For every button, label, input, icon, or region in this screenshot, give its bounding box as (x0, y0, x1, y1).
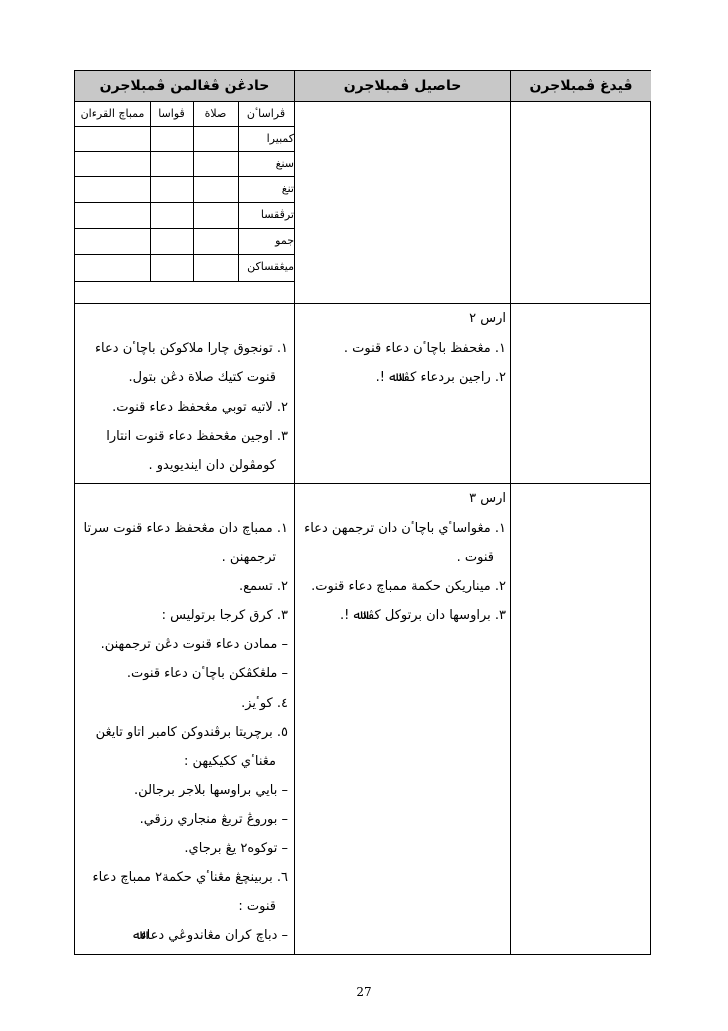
level3-activity-3: ٢. تسمع. (238, 579, 288, 594)
grid-hline-4 (75, 228, 294, 229)
level3-activity-2: ترجمهنن . (221, 550, 276, 565)
level3-outcome-2: قنوت . (456, 550, 494, 565)
level2-outcome-1: ١. مڠحفظ باچاٴن دعاء قنوت . (343, 341, 506, 356)
level3-activity-14: قنوت : (238, 899, 276, 914)
checklist-col-prayer: صلاة (204, 107, 227, 120)
checklist-row-calm: سنغ (275, 157, 294, 170)
checklist-row-happy: كمبيرا (266, 132, 294, 145)
checklist-row-annoying: ميڠقساكن (247, 260, 294, 273)
level3-activity-13: ٦. بربينچڠ مڠناٴي حكمة٢ ممباچ دعاء (92, 870, 288, 885)
checklist-col-feelings: ڤراساٴن (246, 107, 286, 120)
level2-activity-2: قنوت كتيك صلاة دڠن بتول. (128, 370, 276, 385)
page-number: 27 (356, 985, 372, 999)
level3-activity-6: – ملڠكڤكن باچاٴن دعاء قنوت. (126, 666, 288, 681)
level2-label: ارس ٢ (469, 311, 506, 326)
grid-hline-5 (75, 254, 294, 255)
level2-activity-4: ٣. اوجين مڠحفظ دعاء قنوت انتارا (106, 429, 288, 444)
grid-hline-1 (75, 151, 294, 152)
level3-outcome-1: ١. مڠواساٴي باچاٴن دان ترجمهن دعاء (304, 521, 506, 536)
checklist-col-fasting: ڤواسا (158, 107, 185, 120)
header-col-left: حادڠن ڤڠالمن ڤمبلاجرن (75, 71, 294, 101)
level2-activity-3: ٢. لاتيه توبي مڠحفظ دعاء قنوت. (112, 400, 288, 415)
level2-activity-1: ١. تونجوق چارا ملاكوكن باچاٴن دعاء (94, 341, 288, 356)
level2-outcome-2: ٢. راجين بردعاء كڤدﷲ !. (375, 370, 506, 385)
level3-activity-9: مڠناٴي ككيكيهن : (183, 754, 276, 769)
col-divider-right (510, 71, 511, 954)
checklist-row-bored: جمو (275, 234, 294, 247)
grid-hline-2 (75, 176, 294, 177)
row-divider-2 (75, 483, 650, 484)
level3-activity-4: ٣. كرق كرجا برتوليس : (161, 608, 288, 623)
level3-activity-11: – بوروڠ تربڠ منجاري رزقي. (139, 812, 288, 827)
level3-activity-15: – دباچ كران مڠاندوڠي دعاءﷲ (132, 928, 288, 943)
grid-hline-0 (75, 126, 294, 127)
level3-activity-12: – توكوه٢ يڠ برجاي. (184, 841, 288, 856)
level2-activity-5: كومڤولن دان اينديويدو . (148, 458, 276, 473)
grid-hline-6 (75, 281, 294, 282)
header-border (75, 101, 650, 102)
level3-outcome-3: ٢. ميناريكن حكمة ممباچ دعاء قنوت. (311, 579, 506, 594)
col-divider-left (294, 71, 295, 954)
level3-outcome-4: ٣. براوسها دان برتوكل كڤدﷲ !. (340, 608, 506, 623)
row-divider-1 (75, 303, 650, 304)
checklist-col-quran: ممباچ القرءان (80, 107, 145, 120)
header-col-right: ڤيدغ ڤمبلاجرن (511, 71, 651, 101)
level3-activity-7: ٤. كوٴيز. (241, 696, 288, 711)
checklist-row-quiet: تنغ (281, 182, 294, 195)
checklist-row-forced: ترڤقسا (260, 208, 294, 221)
level3-label: ارس ٣ (469, 491, 506, 506)
header-col-middle: حاصيل ڤمبلاجرن (295, 71, 510, 101)
level3-activity-1: ١. ممباچ دان مڠحفظ دعاء قنوت سرتا (83, 521, 288, 536)
level3-activity-8: ٥. برچريتا برڤندوكن كامبر اتاو تايڠن (95, 725, 288, 740)
grid-hline-3 (75, 202, 294, 203)
level3-activity-5: – ممادن دعاء قنوت دڠن ترجمهنن. (100, 637, 288, 652)
level3-activity-10: – بايي براوسها بلاجر برجالن. (134, 783, 288, 798)
lesson-table (74, 70, 651, 955)
